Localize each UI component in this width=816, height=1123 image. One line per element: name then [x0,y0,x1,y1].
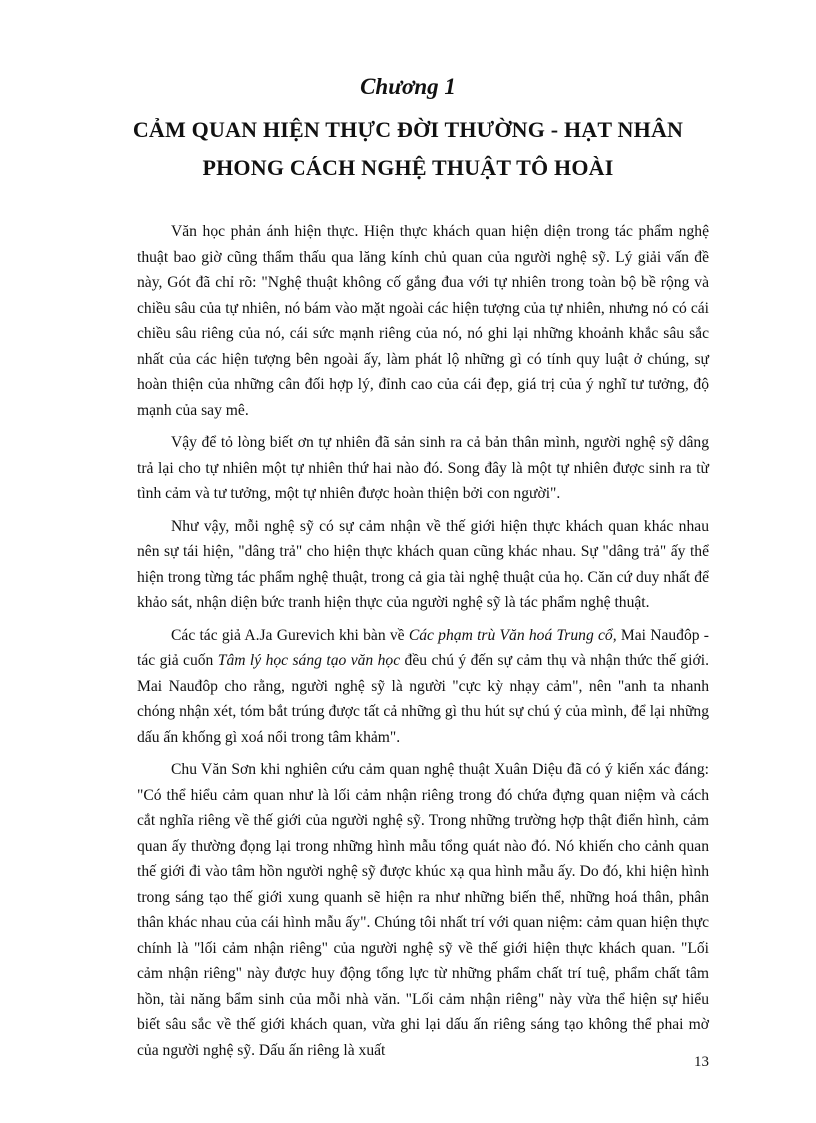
chapter-label: Chương 1 [360,74,456,99]
paragraph-4-part-a: Các tác giả A.Ja Gurevich khi bàn về [171,626,409,644]
paragraph-4 [137,623,709,751]
paragraph-5: Chu Văn Sơn khi nghiên cứu cảm quan nghệ thuật Xuân Diệu đã có ý kiến xác đáng: "Có thể hiểu cảm quan như là lối cảm nhận riêng trong đó chứa đựng quan niệm và cách cắt nghĩa riêng về thế giới của người nghệ sỹ. Trong những trường hợp thật điển hình, cảm quan ấy thường đọng lại trong những hình mẫu tổng quát nào đó. Nó khiến cho cảnh quan thế giới đi vào tâm hồn người nghệ sỹ được khúc xạ qua hình mẫu ấy. Do đó, khi hiện hình trong sáng tạo thế giới xung quanh sẽ hiện ra như những biến thể, những hoá thân, phân thân khác nhau của cái hình mẫu ấy". Chúng tôi nhất trí với quan niệm: cảm quan hiện thực chính là "lối cảm nhận riêng" của người nghệ sỹ về thế giới hiện thực khách quan. "Lối cảm nhận riêng" này được huy động tổng lực từ những phẩm chất trí tuệ, phẩm chất tâm hồn, tài năng bẩm sinh của mỗi nhà văn. "Lối cảm nhận riêng" này vừa thể hiện sự hiểu biết sâu sắc về thế giới khách quan, vừa ghi lại dấu ấn riêng sáng tạo không thể phai mờ của người nghệ sỹ. Dấu ấn riêng là xuất [137,761,709,1059]
paragraph-4-part-c: đều chú ý đến sự cảm thụ và nhận thức thế giới. Mai Nauđôp cho rằng, người nghệ sỹ là người "cực kỳ nhạy cảm", nên "anh ta nhanh chóng nhận xét, tóm bắt trúng được tất cả những gì thu hút sự chú ý của mình, để lại những dấu ấn khống gì xoá nổi trong tâm khảm". [137,652,709,746]
paragraph-2: Vậy để tỏ lòng biết ơn tự nhiên đã sản sinh ra cả bản thân mình, người nghệ sỹ dâng trả lại cho tự nhiên một tự nhiên thứ hai nào đó. Song đây là một tự nhiên được sinh ra từ tình cảm và tư tưởng, một tự nhiên được hoàn thiện bởi con người". [137,434,709,502]
book-title-psychology: Tâm lý học sáng tạo văn học [217,652,401,669]
paragraph-1: Văn học phản ánh hiện thực. Hiện thực khách quan hiện diện trong tác phẩm nghệ thuật bao giờ cũng thẩm thấu qua lăng kính chủ quan của người nghệ sỹ. Lý giải vấn đề này, Gót đã chỉ rõ: "Nghệ thuật không cố gắng đua với tự nhiên trong toàn bộ bề rộng và chiều sâu của tự nhiên, nó bám vào mặt ngoài các hiện tượng của tự nhiên, nhưng nó có cái chiều sâu riêng của nó, cái sức mạnh riêng của nó, nó ghi lại những khoảnh khắc sâu sắc nhất của các hiện tượng bên ngoài ấy, làm phát lộ những gì có tính quy luật ở chúng, sự hoàn thiện của những cân đối hợp lý, đỉnh cao của cái đẹp, giá trị của ý nghĩ tư tưởng, độ mạnh của say mê. [137,223,709,419]
chapter-title-line-1: CẢM QUAN HIỆN THỰC ĐỜI THƯỜNG - HẠT NHÂN [132,117,684,142]
book-title-categories: Các phạm trù Văn hoá Trung cổ, [408,626,617,644]
paragraph-4-part-b: Mai Nauđôp - tác giả cuốn [137,626,709,669]
chapter-title-line-2: PHONG CÁCH NGHỆ THUẬT TÔ HOÀI [202,155,614,180]
body-text [137,219,709,1070]
paragraph-3: Như vậy, mỗi nghệ sỹ có sự cảm nhận về thế giới hiện thực khách quan khác nhau nên sự tái hiện, "dâng trả" cho hiện thực khách quan cũng khác nhau. Sự "dâng trả" ấy thể hiện trong từng tác phẩm nghệ thuật, trong cả gia tài nghệ thuật của họ. Căn cứ duy nhất để khảo sát, nhận diện bức tranh hiện thực của người nghệ sỹ là tác phẩm nghệ thuật. [137,517,709,611]
page-number: 13 [694,1054,709,1070]
